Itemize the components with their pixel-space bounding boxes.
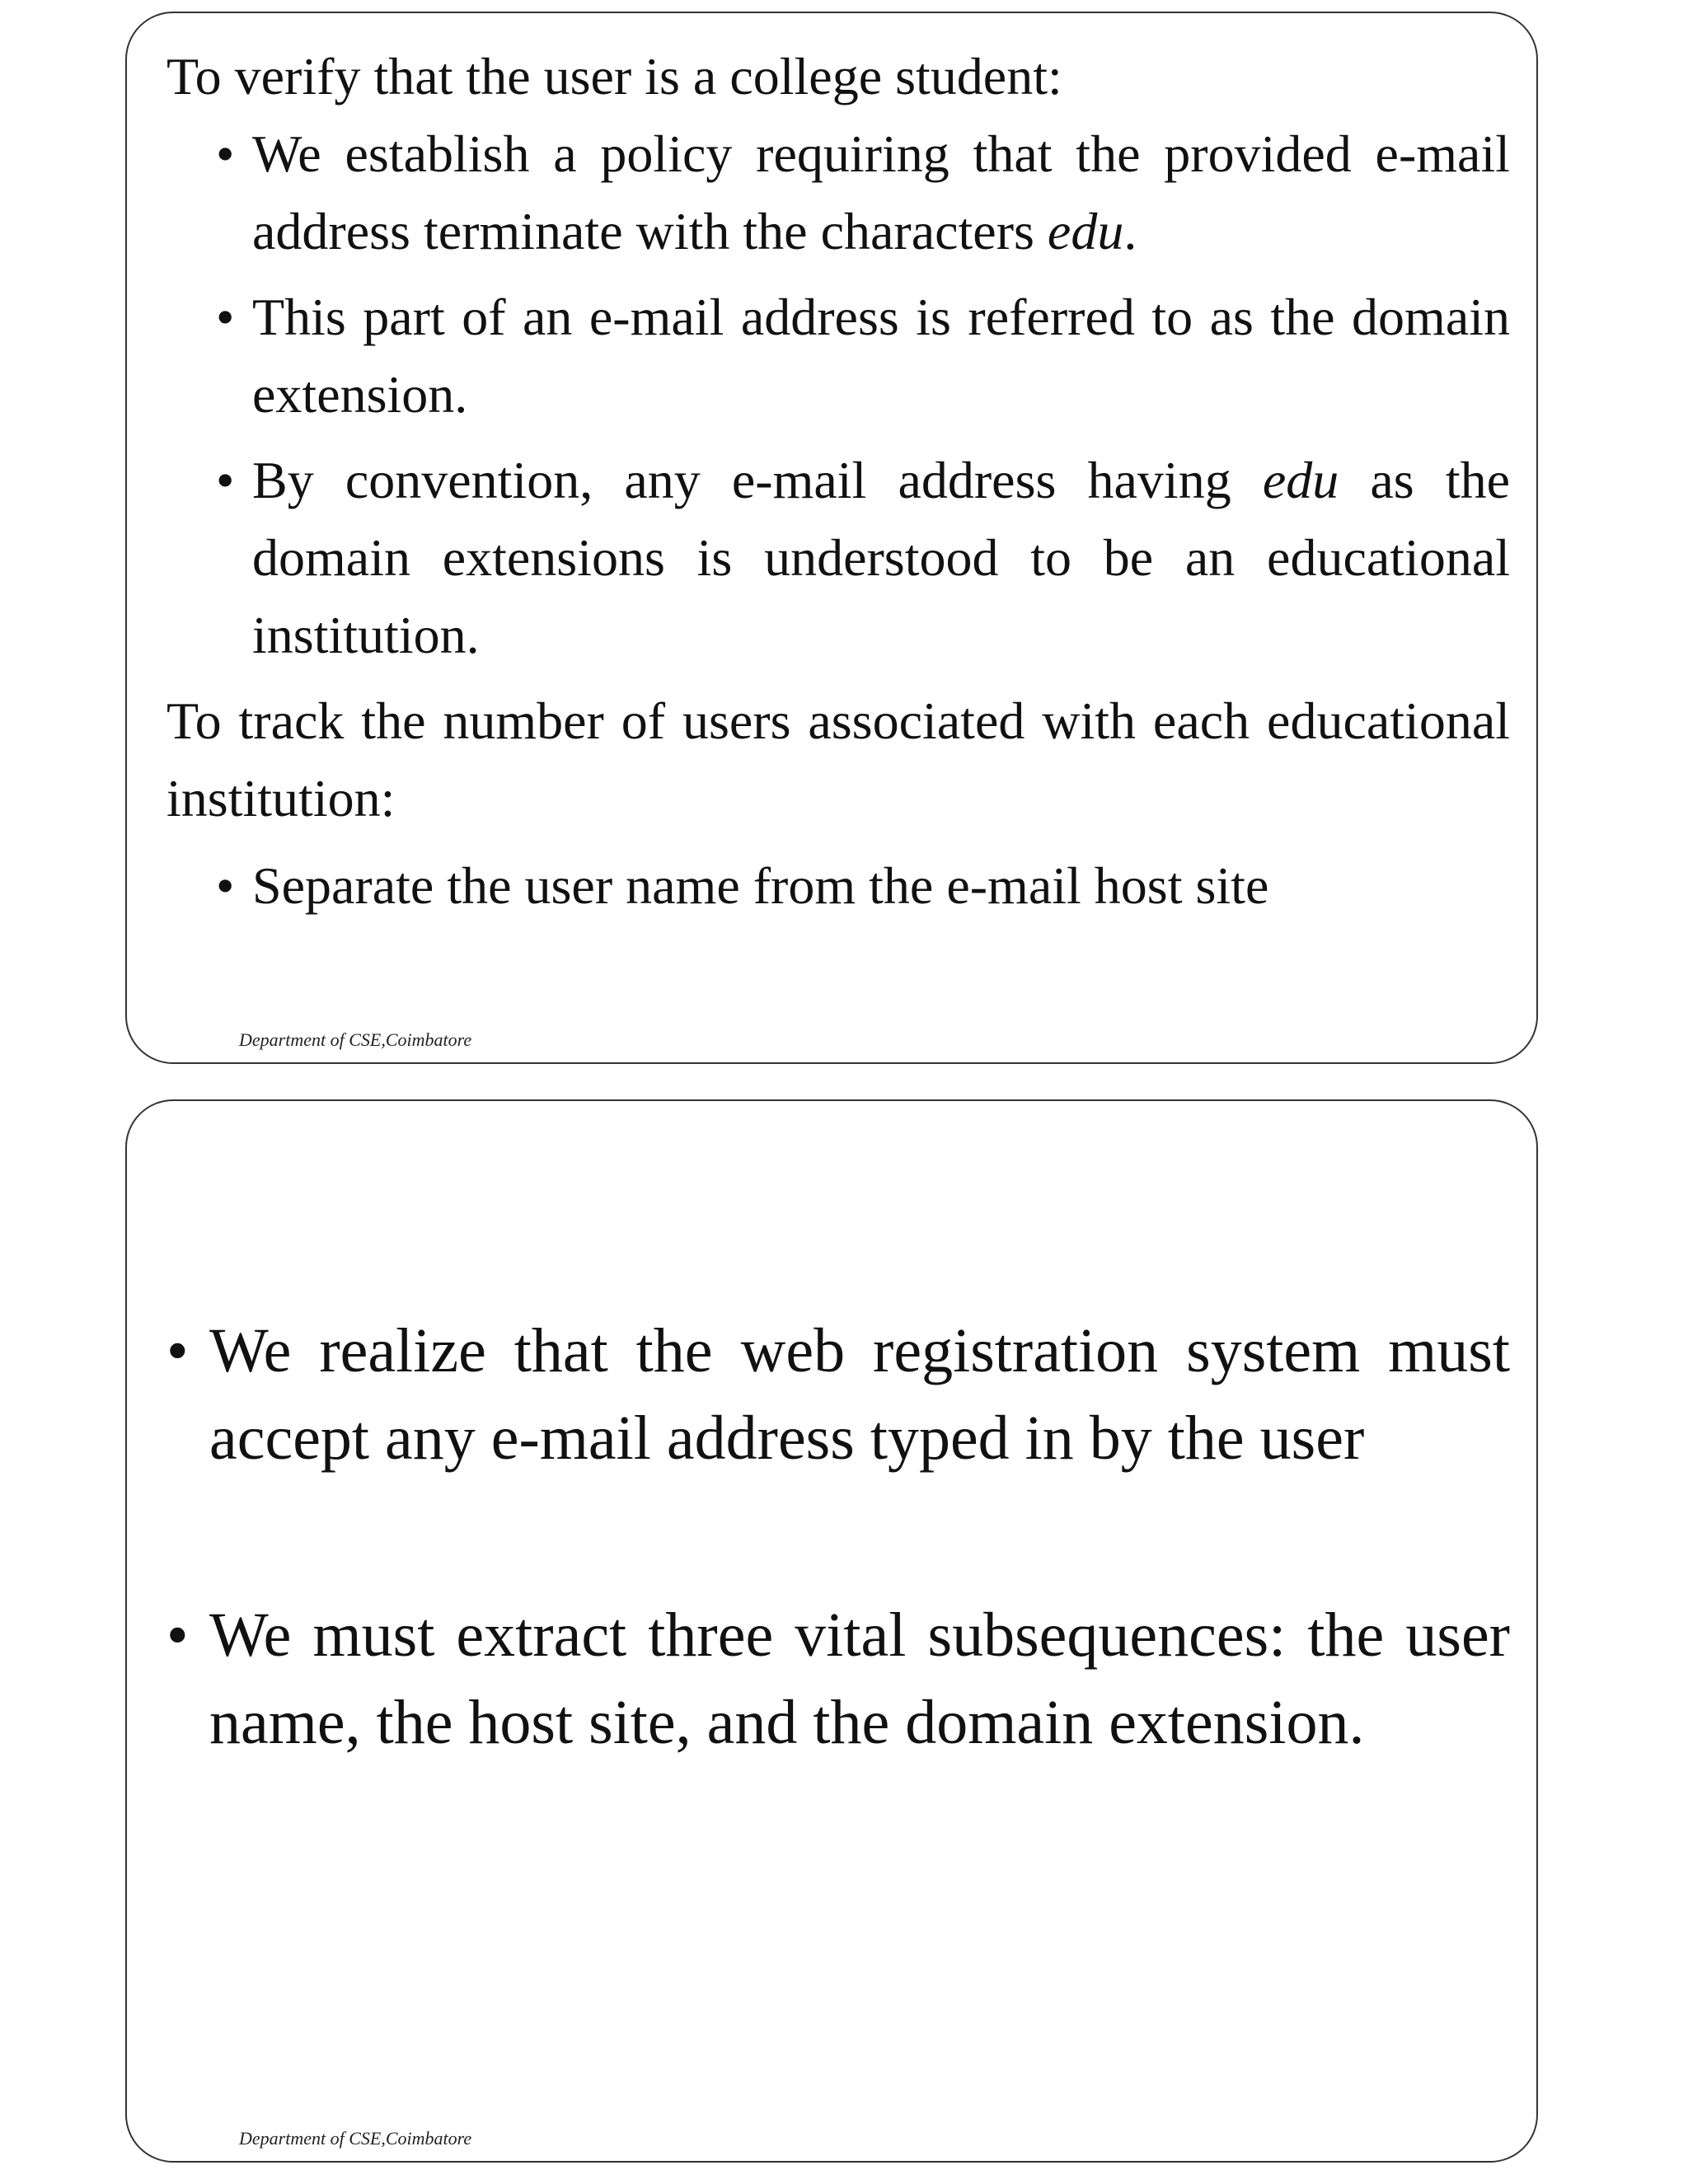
slide-1-footer: Department of CSE,Coimbatore [239,1029,472,1050]
bullet-text-end: . [1123,202,1137,260]
bullet-glyph: • [166,1601,189,1670]
bullet-text: This part of an e-mail address is referred to as the domain extension. [252,288,1510,424]
slide-2 [125,1099,1538,2163]
bullet-glyph: • [216,288,235,346]
bullet-text: By convention, any e-mail address having [252,451,1263,509]
bullet-emphasis: edu [1262,451,1339,509]
list-item [216,279,1510,434]
slide-1-bullet-list-2 [166,847,1510,925]
bullet-glyph: • [216,124,235,183]
bullet-text: We establish a policy requiring that the provided e-mail address terminate with the characters [252,124,1510,260]
slide-1-content [166,38,1510,933]
bullet-emphasis: edu [1047,202,1124,260]
list-item [216,847,1510,925]
list-item [216,442,1511,674]
slide-2-content [166,1307,1510,1876]
bullet-text: We must extract three vital subsequences: the user name, the host site, and the domain extension. [209,1601,1510,1757]
list-item [166,1307,1510,1482]
bullet-text-end: as the domain extensions is understood to be an educational institution. [252,451,1511,664]
bullet-glyph: • [216,451,235,509]
bullet-text: We realize that the web registration system must accept any e-mail address typed in by the user [209,1316,1510,1473]
slide-2-footer: Department of CSE,Coimbatore [239,2128,472,2149]
slide-1-intro-track: To track the number of users associated with each educational institution: [166,691,1510,827]
slide-1-bullet-list-1 [166,115,1510,674]
slide-1-intro-verify: To verify that the user is a college student: [166,47,1062,105]
slide-2-bullet-list [166,1307,1510,1766]
bullet-glyph: • [216,856,235,915]
list-item [216,115,1510,270]
bullet-glyph: • [166,1316,189,1385]
slide-1 [125,12,1538,1064]
list-item [166,1591,1510,1766]
bullet-text: Separate the user name from the e-mail host site [252,856,1269,915]
